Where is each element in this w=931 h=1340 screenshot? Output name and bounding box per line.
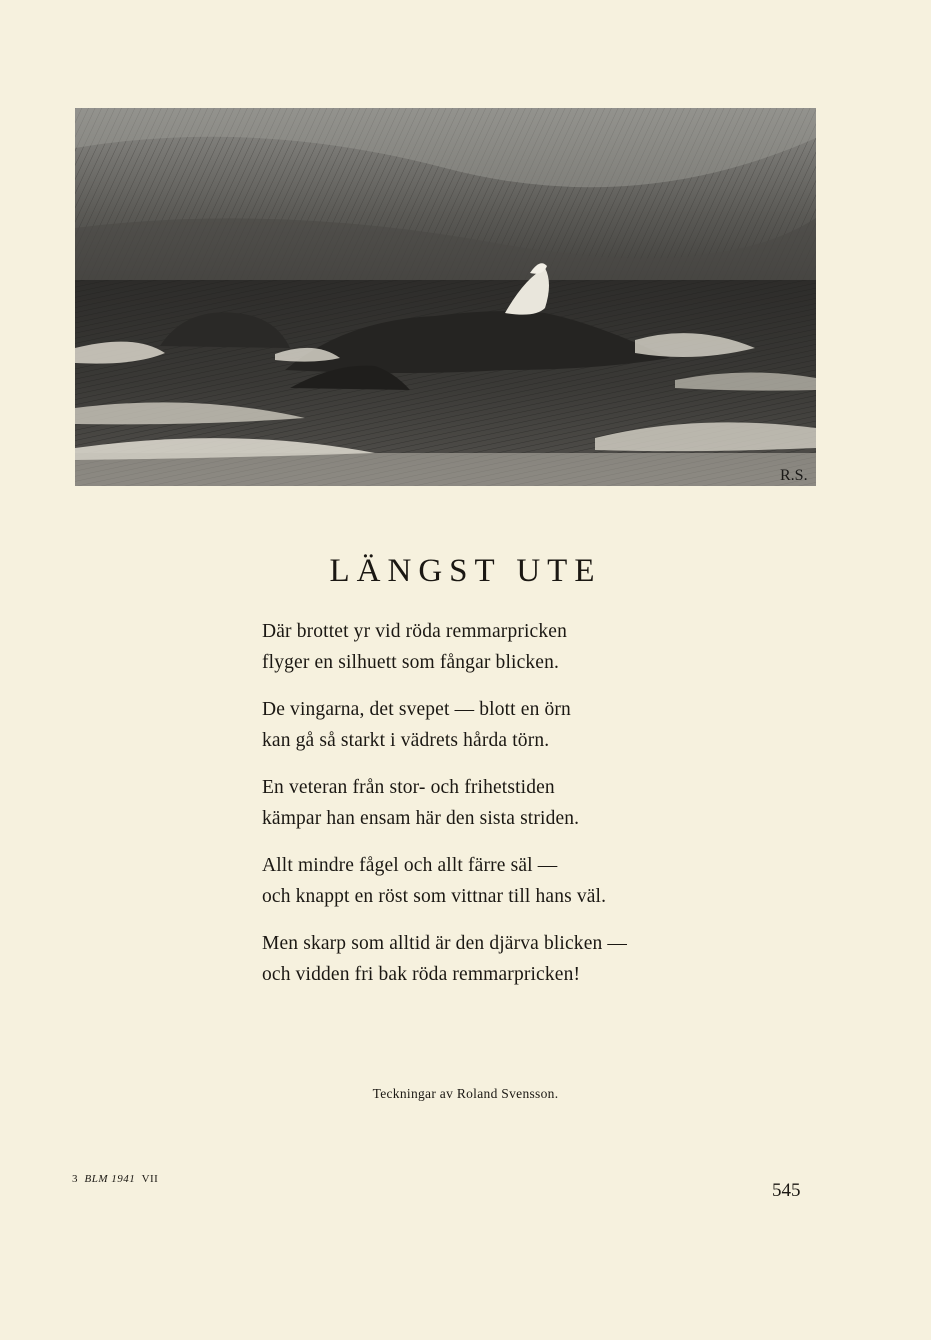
- stormy-sea-drawing: [75, 108, 816, 486]
- poem: [262, 616, 722, 1006]
- signature-mark: 3: [72, 1173, 78, 1185]
- stanza: [262, 616, 722, 678]
- poem-line: kämpar han ensam här den sista striden.: [262, 808, 580, 829]
- sea-illustration: [75, 108, 816, 486]
- poem-line: De vingarna, det svepet — blott en örn: [262, 699, 571, 720]
- poem-title: LÄNGST UTE: [329, 553, 602, 589]
- poem-line: och vidden fri bak röda remmarpricken!: [262, 964, 581, 985]
- stanza: [262, 928, 722, 990]
- stanza: [262, 772, 722, 834]
- poem-line: En veteran från stor- och frihetstiden: [262, 777, 555, 798]
- poem-line: kan gå så starkt i vädrets hårda törn.: [262, 730, 550, 751]
- poem-line: Allt mindre fågel och allt färre säl —: [262, 855, 558, 876]
- illustration-credit: Teckningar av Roland Svensson.: [372, 1086, 559, 1101]
- poem-line: flyger en silhuett som fångar blicken.: [262, 652, 560, 673]
- page-number: 545: [772, 1180, 801, 1201]
- stanza: [262, 850, 722, 912]
- poem-line: och knappt en röst som vittnar till hans väl.: [262, 886, 607, 907]
- poem-line: Där brottet yr vid röda remmarpricken: [262, 621, 567, 642]
- stanza: [262, 694, 722, 756]
- journal-name: BLM 1941: [84, 1173, 136, 1185]
- footer-signature: [72, 1173, 158, 1185]
- artist-signature: R.S.: [780, 467, 808, 484]
- poem-line: Men skarp som alltid är den djärva blicken —: [262, 933, 628, 954]
- issue-number: VII: [141, 1173, 159, 1185]
